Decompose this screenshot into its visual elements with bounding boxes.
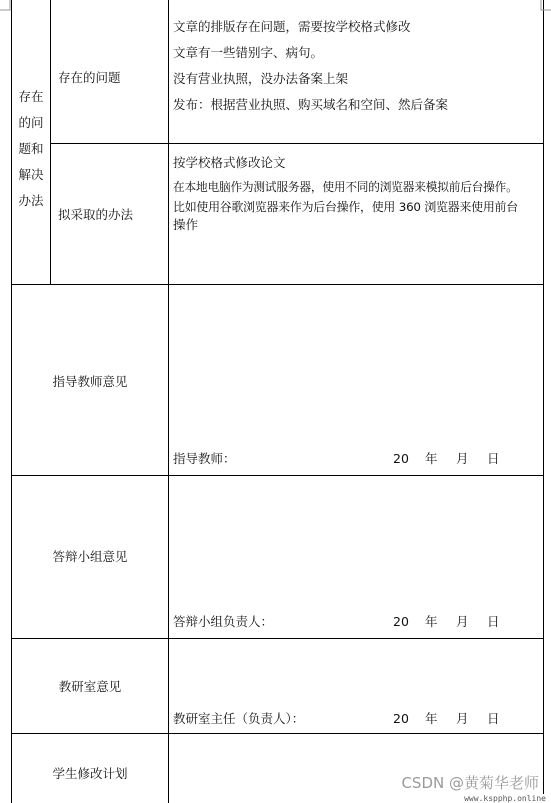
problems-line: 文章的排版存在问题，需要按学校格式修改 [173,19,411,34]
defense-month-unit: 月 [456,614,469,629]
grid-line [11,284,544,285]
office-year: 20 [393,711,409,726]
grid-line [11,733,544,734]
problems-section-label [12,84,50,214]
advisor-sign-label: 指导教师： [173,451,236,466]
office-opinion-label: 教研室意见 [58,679,122,694]
solutions-line: 操作 [173,217,199,232]
page-corner-mark [529,0,551,22]
revision-plan-label: 学生修改计划 [52,766,128,781]
grid-line [11,638,544,639]
defense-day-unit: 日 [487,614,500,629]
label-line: 题和 [18,141,44,156]
label-line: 的问 [18,115,44,130]
label-line: 存在 [18,89,44,104]
label-line: 办法 [18,193,44,208]
office-sign-label: 教研室主任（负责人）： [173,711,305,726]
advisor-year: 20 [393,451,409,466]
advisor-month-unit: 月 [456,451,469,466]
grid-line [51,143,544,144]
csdn-watermark: CSDN @黄菊华老师 [401,774,539,792]
grid-line [168,0,169,803]
problems-label: 存在的问题 [58,70,121,85]
problems-line: 文章有一些错别字、病句。 [173,45,324,60]
problems-line: 发布：根据营业执照、购买域名和空间、然后备案 [173,97,449,112]
solutions-line: 在本地电脑作为测试服务器，使用不同的浏览器来模拟前后台操作。 [173,180,518,194]
defense-opinion-label: 答辩小组意见 [52,549,128,564]
solutions-line: 比如使用谷歌浏览器来作为后台操作，使用 360 浏览器来使用前台 [173,200,518,214]
office-year-unit: 年 [425,711,438,726]
defense-year: 20 [393,614,409,629]
defense-sign-label: 答辩小组负责人： [173,614,274,629]
solutions-label: 拟采取的办法 [58,207,134,222]
advisor-opinion-label: 指导教师意见 [52,374,128,389]
advisor-day-unit: 日 [487,451,500,466]
site-watermark: www.kspphp.online [464,794,546,803]
label-line: 解决 [18,167,44,182]
page-corner-mark [0,0,22,22]
grid-line [50,0,51,284]
office-day-unit: 日 [487,711,500,726]
grid-line [543,0,544,803]
grid-line [11,475,544,476]
advisor-year-unit: 年 [425,451,438,466]
solutions-line: 按学校格式修改论文 [173,155,286,170]
defense-year-unit: 年 [425,614,438,629]
problems-line: 没有营业执照，没办法备案上架 [173,71,349,86]
office-month-unit: 月 [456,711,469,726]
